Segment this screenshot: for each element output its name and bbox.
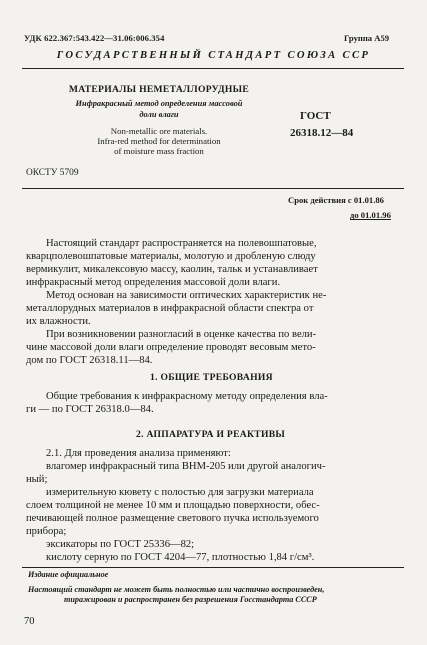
standard-banner: ГОСУДАРСТВЕННЫЙ СТАНДАРТ СОЮЗА ССР xyxy=(56,50,371,61)
intro-line: кварцполевошпатовые материалы, молотую и дробленую слюду xyxy=(26,251,316,262)
intro-line: их влажности. xyxy=(26,316,91,327)
official-edition-label: Издание официальное xyxy=(28,570,109,579)
section1-line: ги — по ГОСТ 26318.0—84. xyxy=(26,404,154,415)
intro-line: Метод основан на зависимости оптических характеристик не- xyxy=(46,290,327,301)
section-heading: 2. АППАРАТУРА И РЕАКТИВЫ xyxy=(136,429,286,440)
intro-line: При возникновении разногласий в оценке качества по вели- xyxy=(46,329,317,340)
intro-line: вермикулит, микалексовую массу, каолин, тальк и устанавливает xyxy=(26,264,318,275)
gost-number: 26318.12—84 xyxy=(290,127,354,139)
section2-line: измерительную кювету с полостью для загрузки материала xyxy=(46,487,314,498)
gost-label: ГОСТ xyxy=(300,110,331,122)
english-title-line: Infra-red method for determination xyxy=(97,136,221,146)
section2-line: слоем толщиной не менее 10 мм и площадью поверхности, обес- xyxy=(26,500,320,511)
intro-line: дом по ГОСТ 26318.11—84. xyxy=(26,355,153,366)
section2-line: влагомер инфракрасный типа ВНМ-205 или другой аналогич- xyxy=(46,461,326,472)
group-code: Группа А59 xyxy=(344,33,390,43)
document-title: МАТЕРИАЛЫ НЕМЕТАЛЛОРУДНЫЕ xyxy=(68,84,250,95)
bottom-divider xyxy=(22,567,404,568)
section-heading: 1. ОБЩИЕ ТРЕБОВАНИЯ xyxy=(150,372,273,383)
section2-line: 2.1. Для проведения анализа применяют: xyxy=(46,448,231,459)
section2-line: кислоту серную по ГОСТ 4204—77, плотностью 1,84 г/см³. xyxy=(46,552,315,563)
intro-line: чине массовой доли влаги определение проводят весовым мето- xyxy=(26,342,316,353)
udk-code: УДК 622.367:543.422—31.06:006.354 xyxy=(24,33,165,43)
okstu-code: ОКСТУ 5709 xyxy=(26,168,79,178)
reprint-notice-line: тиражирован и распространен без разрешения Госстандарта СССР xyxy=(64,595,317,604)
section2-line: эксикаторы по ГОСТ 25336—82; xyxy=(46,539,195,550)
intro-line: Настоящий стандарт распространяется на полевошпатовые, xyxy=(46,238,317,249)
subtitle-line: Инфракрасный метод определения массовой xyxy=(75,99,243,108)
intro-line: инфракрасный метод определения массовой доли влаги. xyxy=(26,277,281,288)
top-divider xyxy=(22,68,404,69)
page-number: 70 xyxy=(24,616,35,627)
english-title-line: Non-metallic ore materials. xyxy=(110,126,208,136)
subtitle-line: доли влаги xyxy=(139,110,179,119)
section1-line: Общие требования к инфракрасному методу определения вла- xyxy=(46,391,328,402)
validity-from: Срок действия с 01.01.86 xyxy=(288,195,384,205)
section2-line: ный; xyxy=(26,474,48,485)
reprint-notice-line: Настоящий стандарт не может быть полностью или частично воспроизведен, xyxy=(28,585,325,594)
middle-divider xyxy=(22,188,404,189)
section2-line: печивающей полное размещение светового пучка используемого xyxy=(26,513,319,524)
intro-line: металлорудных материалов в инфракрасной области спектра от xyxy=(26,303,314,314)
section2-line: прибора; xyxy=(26,526,67,537)
validity-to: до 01.01.96 xyxy=(350,210,391,220)
english-title-line: of moisture mass fraction xyxy=(114,146,204,156)
